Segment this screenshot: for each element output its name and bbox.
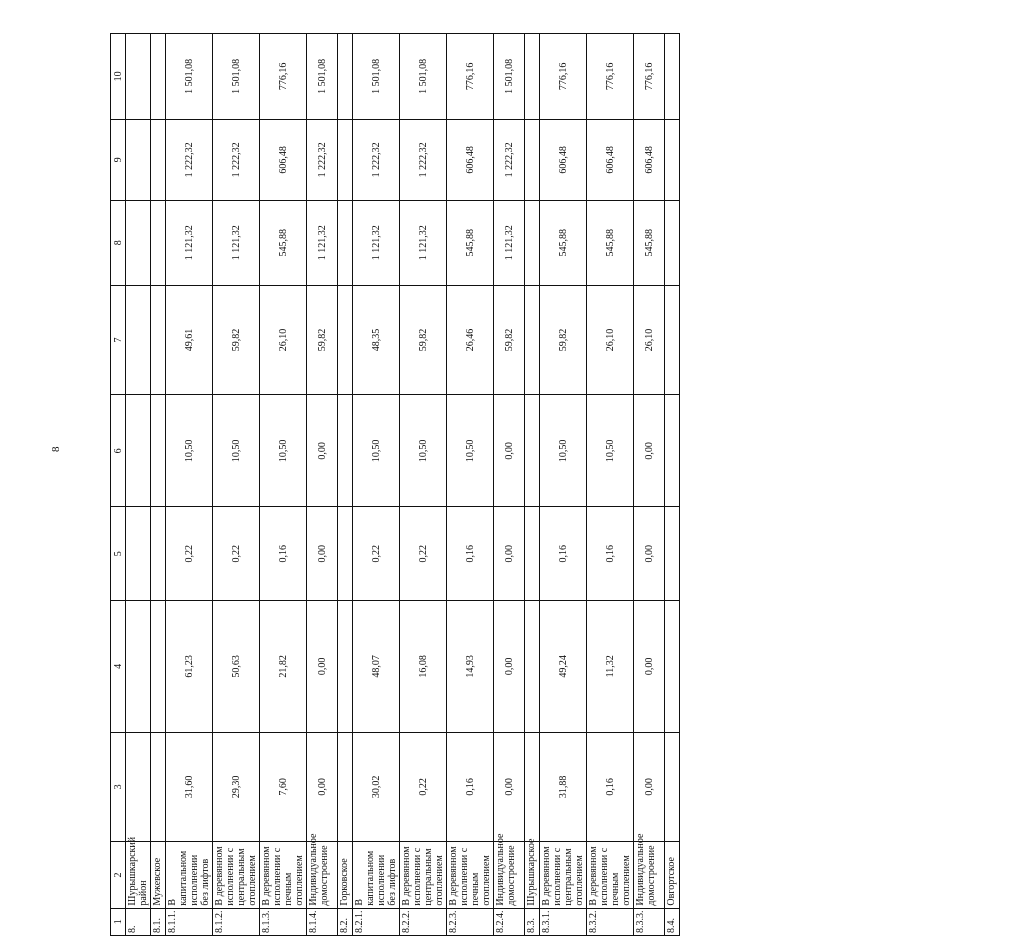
value-cell: 1 501,08 (400, 34, 447, 120)
row-code-cell: 8.2.4. (494, 908, 525, 935)
value-cell: 0,00 (634, 732, 665, 842)
value-cell: 59,82 (307, 285, 338, 395)
value-cell: 0,00 (494, 395, 525, 507)
value-cell: 59,82 (494, 285, 525, 395)
value-cell: 48,35 (353, 285, 400, 395)
table-row (400, 34, 447, 936)
value-cell (525, 119, 540, 200)
row-code-cell: 8.3.3. (634, 908, 665, 935)
value-cell (126, 507, 151, 601)
value-cell: 0,00 (634, 507, 665, 601)
value-cell: 1 501,08 (166, 34, 213, 120)
row-label-cell: В капитальном исполнении без лифтов (353, 842, 400, 908)
row-label-cell: Индивидуальное домостроение (494, 842, 525, 908)
value-cell: 1 121,32 (400, 200, 447, 285)
column-header: 3 (111, 732, 126, 842)
value-cell (338, 34, 353, 120)
row-code-cell: 8. (126, 908, 151, 935)
value-cell: 0,00 (307, 507, 338, 601)
value-cell (126, 601, 151, 732)
value-cell: 1 222,32 (494, 119, 525, 200)
value-cell (338, 732, 353, 842)
value-cell: 7,60 (260, 732, 307, 842)
value-cell (126, 732, 151, 842)
value-cell: 10,50 (400, 395, 447, 507)
value-cell: 30,02 (353, 732, 400, 842)
value-cell: 49,61 (166, 285, 213, 395)
value-cell: 50,63 (213, 601, 260, 732)
value-cell: 776,16 (260, 34, 307, 120)
row-label-cell: Шурышкарский район (126, 842, 151, 908)
value-cell: 1 222,32 (166, 119, 213, 200)
value-cell: 10,50 (353, 395, 400, 507)
row-label-cell: Индивидуальное домостроение (307, 842, 338, 908)
value-cell: 21,82 (260, 601, 307, 732)
row-code-cell: 8.2.2. (400, 908, 447, 935)
value-cell: 0,00 (634, 395, 665, 507)
value-cell: 545,88 (447, 200, 494, 285)
value-cell: 1 501,08 (307, 34, 338, 120)
table-row (260, 34, 307, 936)
value-cell: 776,16 (587, 34, 634, 120)
table-row (126, 34, 151, 936)
value-cell (338, 507, 353, 601)
value-cell (525, 395, 540, 507)
value-cell: 49,24 (540, 601, 587, 732)
value-cell (665, 395, 680, 507)
value-cell (665, 732, 680, 842)
value-cell (151, 601, 166, 732)
column-header: 5 (111, 507, 126, 601)
value-cell: 10,50 (540, 395, 587, 507)
row-label-cell: В деревянном исполнении с центральным отоплением (540, 842, 587, 908)
value-cell (525, 732, 540, 842)
row-code-cell: 8.1.2. (213, 908, 260, 935)
value-cell: 59,82 (213, 285, 260, 395)
value-cell (151, 200, 166, 285)
value-cell (338, 200, 353, 285)
value-cell: 10,50 (166, 395, 213, 507)
value-cell: 26,10 (634, 285, 665, 395)
value-cell (126, 200, 151, 285)
value-cell: 606,48 (260, 119, 307, 200)
row-code-cell: 8.3.1. (540, 908, 587, 935)
value-cell (525, 200, 540, 285)
value-cell (338, 601, 353, 732)
value-cell: 10,50 (587, 395, 634, 507)
value-cell (665, 507, 680, 601)
value-cell: 776,16 (447, 34, 494, 120)
row-label-cell: В деревянном исполнении с центральным отоплением (213, 842, 260, 908)
value-cell: 11,32 (587, 601, 634, 732)
value-cell: 1 121,32 (494, 200, 525, 285)
value-cell: 0,22 (213, 507, 260, 601)
value-cell (151, 285, 166, 395)
row-label-cell: В деревянном исполнении с печным отоплением (447, 842, 494, 908)
value-cell: 1 501,08 (213, 34, 260, 120)
value-cell: 545,88 (634, 200, 665, 285)
column-header: 8 (111, 200, 126, 285)
value-cell (525, 601, 540, 732)
value-cell: 0,16 (540, 507, 587, 601)
rotated-table-wrapper (110, 33, 680, 936)
row-code-cell: 8.2. (338, 908, 353, 935)
value-cell: 16,08 (400, 601, 447, 732)
value-cell: 606,48 (447, 119, 494, 200)
value-cell (126, 395, 151, 507)
value-cell: 1 121,32 (213, 200, 260, 285)
value-cell: 545,88 (587, 200, 634, 285)
value-cell (126, 285, 151, 395)
value-cell: 59,82 (540, 285, 587, 395)
page-number: 8 (50, 446, 62, 452)
table-row (665, 34, 680, 936)
row-code-cell: 8.2.3. (447, 908, 494, 935)
value-cell: 776,16 (634, 34, 665, 120)
value-cell: 0,16 (260, 507, 307, 601)
column-header: 7 (111, 285, 126, 395)
value-cell: 0,22 (166, 507, 213, 601)
value-cell: 0,22 (400, 732, 447, 842)
value-cell: 0,22 (353, 507, 400, 601)
header-row (111, 34, 126, 936)
value-cell: 0,00 (494, 601, 525, 732)
value-cell (525, 285, 540, 395)
value-cell: 606,48 (540, 119, 587, 200)
value-cell: 0,00 (494, 732, 525, 842)
row-code-cell: 8.1.3. (260, 908, 307, 935)
column-header: 1 (111, 908, 126, 935)
row-label-cell: Овгортское (665, 842, 680, 908)
value-cell: 545,88 (540, 200, 587, 285)
value-cell (338, 119, 353, 200)
value-cell (151, 119, 166, 200)
value-cell: 1 501,08 (494, 34, 525, 120)
value-cell: 0,00 (494, 507, 525, 601)
value-cell (151, 732, 166, 842)
value-cell (151, 507, 166, 601)
table-row (166, 34, 213, 936)
value-cell: 0,16 (587, 732, 634, 842)
value-cell: 1 222,32 (213, 119, 260, 200)
table-row (634, 34, 665, 936)
row-code-cell: 8.1. (151, 908, 166, 935)
value-cell: 0,16 (587, 507, 634, 601)
row-code-cell: 8.3. (525, 908, 540, 935)
value-cell: 1 121,32 (353, 200, 400, 285)
tariff-table (110, 33, 680, 936)
value-cell: 48,07 (353, 601, 400, 732)
value-cell: 0,00 (307, 395, 338, 507)
row-label-cell: Горковское (338, 842, 353, 908)
value-cell: 31,88 (540, 732, 587, 842)
value-cell (525, 34, 540, 120)
value-cell: 29,30 (213, 732, 260, 842)
table-row (494, 34, 525, 936)
row-code-cell: 8.4. (665, 908, 680, 935)
table-body (126, 34, 680, 936)
value-cell: 1 121,32 (166, 200, 213, 285)
row-label-cell: В капитальном исполнении без лифтов (166, 842, 213, 908)
value-cell (338, 395, 353, 507)
row-label-cell: Шурышкарское (525, 842, 540, 908)
value-cell: 0,00 (307, 601, 338, 732)
row-code-cell: 8.2.1. (353, 908, 400, 935)
value-cell: 59,82 (400, 285, 447, 395)
value-cell: 1 121,32 (307, 200, 338, 285)
value-cell (151, 34, 166, 120)
column-header: 10 (111, 34, 126, 120)
value-cell: 14,93 (447, 601, 494, 732)
value-cell (665, 34, 680, 120)
table-row (540, 34, 587, 936)
row-code-cell: 8.1.1. (166, 908, 213, 935)
value-cell (126, 119, 151, 200)
value-cell: 0,16 (447, 732, 494, 842)
table-row (525, 34, 540, 936)
value-cell: 0,00 (307, 732, 338, 842)
value-cell (338, 285, 353, 395)
value-cell: 1 222,32 (307, 119, 338, 200)
column-header: 6 (111, 395, 126, 507)
value-cell: 1 222,32 (400, 119, 447, 200)
value-cell (665, 200, 680, 285)
value-cell (665, 119, 680, 200)
table-row (307, 34, 338, 936)
value-cell (126, 34, 151, 120)
row-label-cell: В деревянном исполнении с печным отоплением (587, 842, 634, 908)
value-cell: 26,10 (587, 285, 634, 395)
value-cell: 1 222,32 (353, 119, 400, 200)
column-header: 2 (111, 842, 126, 908)
row-label-cell: Мужевское (151, 842, 166, 908)
value-cell (525, 507, 540, 601)
value-cell: 10,50 (447, 395, 494, 507)
value-cell: 0,16 (447, 507, 494, 601)
value-cell: 26,46 (447, 285, 494, 395)
table-row (587, 34, 634, 936)
row-code-cell: 8.3.2. (587, 908, 634, 935)
value-cell: 606,48 (587, 119, 634, 200)
value-cell: 0,22 (400, 507, 447, 601)
value-cell: 26,10 (260, 285, 307, 395)
table-row (151, 34, 166, 936)
row-label-cell: Индивидуальное домостроение (634, 842, 665, 908)
value-cell: 10,50 (260, 395, 307, 507)
row-label-cell: В деревянном исполнении с центральным отоплением (400, 842, 447, 908)
table-row (213, 34, 260, 936)
column-header: 9 (111, 119, 126, 200)
row-code-cell: 8.1.4. (307, 908, 338, 935)
value-cell (665, 285, 680, 395)
value-cell: 606,48 (634, 119, 665, 200)
value-cell: 61,23 (166, 601, 213, 732)
table-row (353, 34, 400, 936)
table-row (338, 34, 353, 936)
column-header: 4 (111, 601, 126, 732)
value-cell: 776,16 (540, 34, 587, 120)
value-cell: 10,50 (213, 395, 260, 507)
value-cell: 545,88 (260, 200, 307, 285)
value-cell (151, 395, 166, 507)
value-cell: 31,60 (166, 732, 213, 842)
table-container (110, 33, 1013, 933)
row-label-cell: В деревянном исполнении с печным отоплением (260, 842, 307, 908)
value-cell (665, 601, 680, 732)
value-cell: 1 501,08 (353, 34, 400, 120)
value-cell: 0,00 (634, 601, 665, 732)
table-row (447, 34, 494, 936)
